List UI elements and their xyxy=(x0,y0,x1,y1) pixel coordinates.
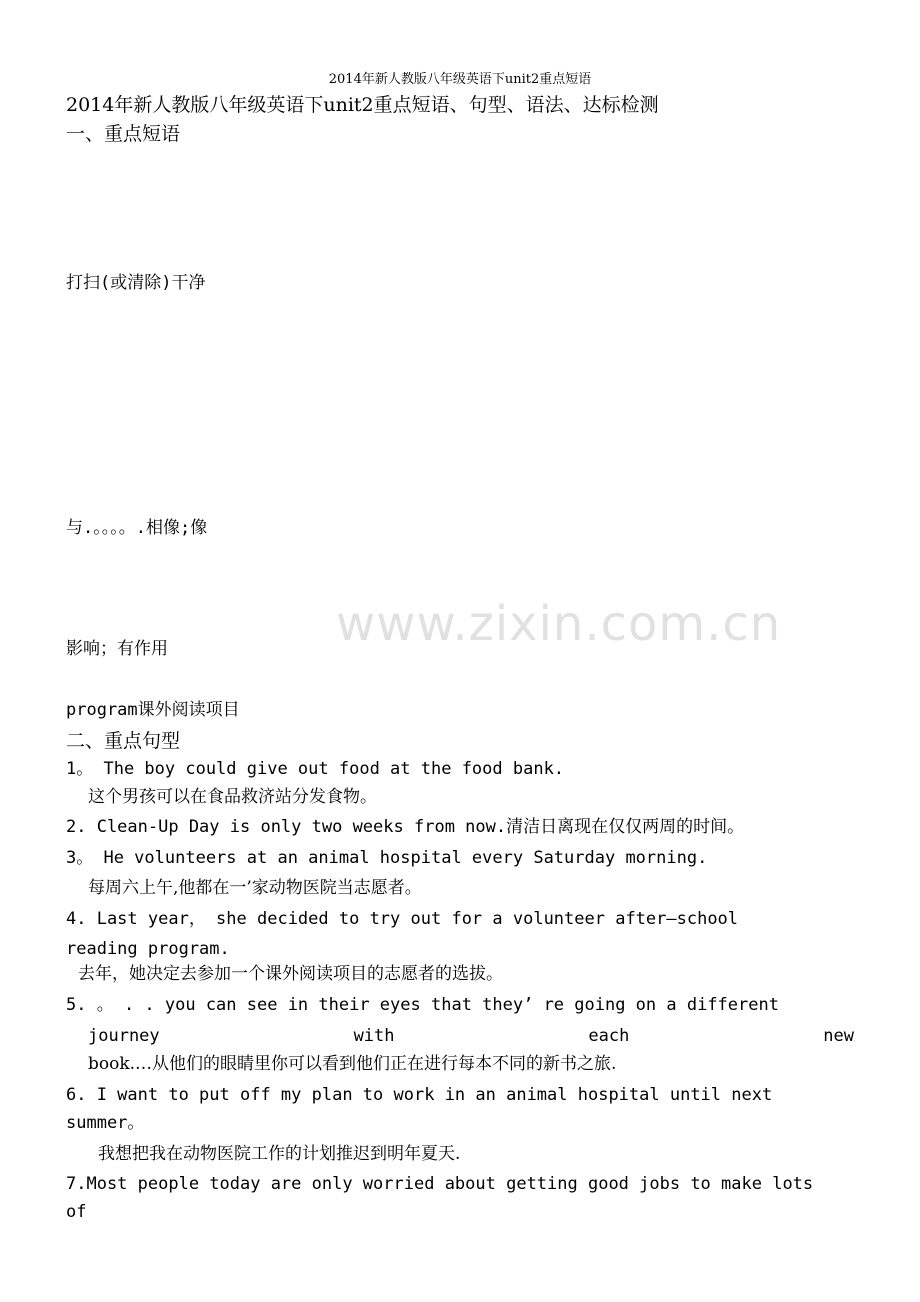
watermark: www.zixin.com.cn xyxy=(336,596,782,652)
sentence-line xyxy=(88,1024,854,1048)
word: new xyxy=(823,1026,854,1046)
sentence-line: 4. Last year， she decided to try out for a volunteer after—school xyxy=(66,909,739,929)
phrase-continuation: 与.。。。。.相像;像 xyxy=(66,518,208,538)
document-title: 2014年新人教版八年级英语下unit2重点短语、句型、语法、达标检测 xyxy=(66,94,659,116)
section-heading-sentences: 二、重点句型 xyxy=(66,730,181,752)
sentence-line: 5. 。 . . you can see in their eyes that they’ re going on a different xyxy=(66,995,779,1015)
sentence-line: 1。 The boy could give out food at the food bank. xyxy=(66,759,565,779)
word: with xyxy=(353,1026,395,1046)
sentence-translation: 我想把我在动物医院工作的计划推迟到明年夏天. xyxy=(98,1144,461,1164)
word: each xyxy=(588,1026,630,1046)
section-heading-phrases: 一、重点短语 xyxy=(66,123,181,145)
sentence-line: 7.Most people today are only worried about getting good jobs to make lots xyxy=(66,1174,814,1194)
running-header: 2014年新人教版八年级英语下unit2重点短语 xyxy=(328,72,592,87)
phrase-continuation: 影响；有作用 xyxy=(66,639,168,659)
sentence-line: of xyxy=(66,1202,87,1222)
sentence-line: 6. I want to put off my plan to work in an animal hospital until next xyxy=(66,1085,773,1105)
phrase-continuation: 打扫(或清除)干净 xyxy=(66,273,206,293)
sentence-line: summer。 xyxy=(66,1113,145,1133)
sentence-line: 2. Clean-Up Day is only two weeks from now.清洁日离现在仅仅两周的时间。 xyxy=(66,817,745,837)
sentence-translation: 这个男孩可以在食品救济站分发食物。 xyxy=(88,787,377,807)
phrase-continuation: program课外阅读项目 xyxy=(66,700,240,720)
word: journey xyxy=(88,1026,160,1046)
sentence-line: book.…从他们的眼睛里你可以看到他们正在进行每本不同的新书之旅. xyxy=(88,1054,617,1074)
sentence-translation: 每周六上午,他都在一’家动物医院当志愿者。 xyxy=(88,878,422,898)
sentence-translation: 去年，她决定去参加一个课外阅读项目的志愿者的选拔。 xyxy=(78,964,503,984)
sentence-line: reading program. xyxy=(66,939,230,959)
sentence-line: 3。 He volunteers at an animal hospital every Saturday morning. xyxy=(66,848,708,868)
